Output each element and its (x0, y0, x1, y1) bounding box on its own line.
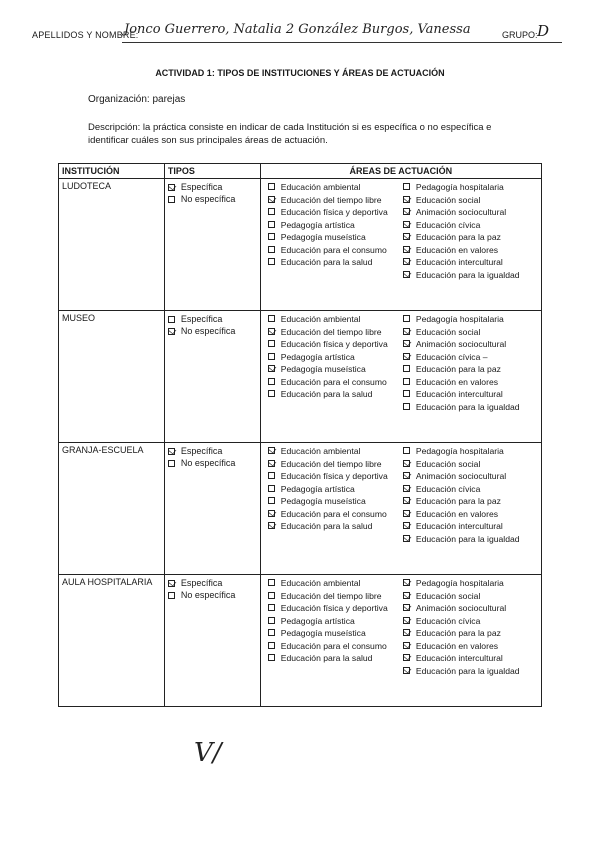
institution-name: MUSEO (62, 313, 96, 323)
table-row (59, 575, 542, 707)
area-label: Educación para el consumo (280, 640, 387, 651)
checked-checkbox-icon[interactable] (268, 365, 275, 372)
institutions-table (58, 163, 542, 707)
areas-cell (260, 179, 541, 311)
empty-checkbox-icon[interactable] (268, 221, 275, 228)
areas-column-left (264, 181, 403, 281)
area-option (268, 256, 403, 269)
area-label: Educación física y deportiva (280, 207, 388, 217)
empty-checkbox-icon[interactable] (403, 390, 410, 397)
area-option (268, 577, 403, 590)
area-option (403, 219, 538, 232)
table-row (59, 443, 542, 575)
area-option (268, 388, 403, 401)
areas-column-left (264, 445, 403, 545)
areas-grid (264, 181, 538, 281)
tipos-cell (164, 443, 260, 575)
empty-checkbox-icon[interactable] (168, 196, 175, 203)
area-option (268, 194, 403, 207)
area-label: Pedagogía hospitalaria (415, 314, 504, 324)
area-label: Educación cívica (415, 483, 481, 494)
empty-checkbox-icon[interactable] (268, 472, 275, 479)
area-label: Educación en valores (415, 640, 499, 651)
checked-checkbox-icon[interactable] (403, 579, 410, 586)
area-label: Educación intercultural (415, 389, 503, 399)
area-option (403, 363, 538, 376)
areas-column-right (403, 181, 538, 281)
area-option (268, 219, 403, 232)
area-label: Educación para la igualdad (415, 401, 520, 412)
area-option (268, 627, 403, 640)
checked-checkbox-icon[interactable] (268, 328, 275, 335)
area-label: Educación física y deportiva (280, 471, 388, 481)
name-underline (122, 42, 562, 43)
area-option (268, 590, 403, 603)
checked-checkbox-icon[interactable] (403, 233, 410, 240)
area-option (403, 458, 538, 471)
tipo-label: Específica (180, 314, 223, 324)
checked-checkbox-icon[interactable] (403, 353, 410, 360)
areas-column-right (403, 313, 538, 413)
empty-checkbox-icon[interactable] (268, 315, 275, 322)
checked-checkbox-icon[interactable] (403, 340, 410, 347)
area-option (403, 401, 538, 414)
tipo-label: No específica (180, 458, 236, 468)
area-option (403, 313, 538, 326)
area-option (403, 256, 538, 269)
tipo-option (168, 445, 257, 457)
area-option (268, 470, 403, 483)
checked-checkbox-icon[interactable] (168, 448, 175, 455)
tipo-label: No específica (180, 590, 236, 600)
empty-checkbox-icon[interactable] (268, 485, 275, 492)
area-label: Animación sociocultural (415, 471, 507, 481)
table-body (59, 179, 542, 707)
area-label: Animación sociocultural (415, 603, 507, 613)
grupo-value: D (537, 22, 550, 40)
grade-mark-handwritten: V/ (194, 738, 222, 768)
empty-checkbox-icon[interactable] (268, 617, 275, 624)
area-option (268, 602, 403, 615)
area-label: Educación en valores (415, 244, 499, 255)
tipo-option (168, 313, 257, 325)
empty-checkbox-icon[interactable] (403, 365, 410, 372)
checked-checkbox-icon[interactable] (403, 460, 410, 467)
area-label: Educación para la igualdad (415, 533, 520, 544)
checked-checkbox-icon[interactable] (268, 196, 275, 203)
empty-checkbox-icon[interactable] (268, 592, 275, 599)
area-label: Educación para el consumo (280, 508, 387, 519)
area-label: Educación del tiempo libre (280, 590, 382, 601)
area-label: Educación en valores (415, 508, 499, 519)
areas-column-right (403, 445, 538, 545)
tipo-option (168, 577, 257, 589)
area-option (268, 231, 403, 244)
area-option (268, 520, 403, 533)
tipo-option (168, 193, 257, 205)
empty-checkbox-icon[interactable] (268, 208, 275, 215)
checked-checkbox-icon[interactable] (403, 328, 410, 335)
area-option (403, 627, 538, 640)
area-option (268, 338, 403, 351)
tipo-label: No específica (180, 326, 236, 336)
area-option (403, 376, 538, 389)
area-option (403, 206, 538, 219)
area-option (403, 445, 538, 458)
area-option (403, 508, 538, 521)
empty-checkbox-icon[interactable] (268, 353, 275, 360)
area-option (268, 615, 403, 628)
checked-checkbox-icon[interactable] (403, 510, 410, 517)
area-option (403, 181, 538, 194)
descripcion-text: Descripción: la práctica consiste en indicar de cada Institución si es específica o no específica e identificar cuáles son sus principales áreas de actuación. (88, 122, 492, 146)
area-label: Educación intercultural (415, 257, 503, 267)
empty-checkbox-icon[interactable] (268, 629, 275, 636)
empty-checkbox-icon[interactable] (268, 378, 275, 385)
area-option (403, 520, 538, 533)
empty-checkbox-icon[interactable] (268, 183, 275, 190)
area-option (268, 483, 403, 496)
area-label: Educación en valores (415, 376, 499, 387)
areas-column-left (264, 313, 403, 413)
area-option (268, 351, 403, 364)
empty-checkbox-icon[interactable] (403, 447, 410, 454)
tipo-label: Específica (180, 578, 223, 588)
area-label: Educación del tiempo libre (280, 194, 382, 205)
institution-cell (59, 179, 165, 311)
area-label: Educación cívica (415, 615, 481, 626)
area-option (403, 665, 538, 678)
area-label: Educación física y deportiva (280, 603, 388, 613)
area-option (403, 577, 538, 590)
area-label: Educación del tiempo libre (280, 326, 382, 337)
area-option (403, 615, 538, 628)
empty-checkbox-icon[interactable] (268, 233, 275, 240)
institution-cell (59, 443, 165, 575)
organizacion-text: Organización: parejas (88, 94, 186, 105)
tipos-cell (164, 575, 260, 707)
area-label: Pedagogía museística (280, 628, 366, 638)
tipo-label: No específica (180, 194, 236, 204)
area-option (403, 244, 538, 257)
checked-checkbox-icon[interactable] (168, 328, 175, 335)
empty-checkbox-icon[interactable] (403, 315, 410, 322)
checked-checkbox-icon[interactable] (403, 522, 410, 529)
tipo-label: Específica (180, 446, 223, 456)
checked-checkbox-icon[interactable] (403, 196, 410, 203)
checked-checkbox-icon[interactable] (403, 258, 410, 265)
institution-cell (59, 575, 165, 707)
area-option (403, 590, 538, 603)
area-option (268, 458, 403, 471)
area-label: Educación del tiempo libre (280, 458, 382, 469)
empty-checkbox-icon[interactable] (403, 183, 410, 190)
area-option (403, 326, 538, 339)
area-option (403, 483, 538, 496)
empty-checkbox-icon[interactable] (268, 258, 275, 265)
area-option (268, 445, 403, 458)
area-label: Educación para la paz (415, 628, 501, 638)
area-option (268, 376, 403, 389)
area-option (403, 495, 538, 508)
area-label: Educación intercultural (415, 521, 503, 531)
area-option (403, 602, 538, 615)
area-label: Educación social (415, 590, 481, 601)
area-option (403, 351, 538, 364)
tipo-option (168, 181, 257, 193)
area-label: Pedagogía museística (280, 364, 366, 374)
checked-checkbox-icon[interactable] (403, 617, 410, 624)
empty-checkbox-icon[interactable] (268, 579, 275, 586)
header-institucion: INSTITUCIÓN (59, 164, 165, 179)
tipos-cell (164, 179, 260, 311)
area-option (403, 338, 538, 351)
area-label: Educación social (415, 458, 481, 469)
areas-column-left (264, 577, 403, 677)
area-option (268, 652, 403, 665)
tipo-label: Específica (180, 182, 223, 192)
area-label: Educación social (415, 326, 481, 337)
empty-checkbox-icon[interactable] (268, 654, 275, 661)
areas-grid (264, 445, 538, 545)
area-option (403, 470, 538, 483)
area-label: Educación intercultural (415, 653, 503, 663)
area-option (268, 495, 403, 508)
area-label: Educación para la salud (280, 389, 373, 399)
area-option (268, 181, 403, 194)
checked-checkbox-icon[interactable] (403, 604, 410, 611)
header-line (32, 22, 552, 50)
student-names-handwritten: Jonco Guerrero, Natalia 2 González Burgos, Vanessa (124, 22, 471, 37)
area-option (268, 363, 403, 376)
area-label: Pedagogía museística (280, 232, 366, 242)
area-label: Educación cívica – (415, 351, 488, 362)
area-option (268, 326, 403, 339)
checked-checkbox-icon[interactable] (268, 510, 275, 517)
institution-cell (59, 311, 165, 443)
area-label: Educación para la igualdad (415, 269, 520, 280)
empty-checkbox-icon[interactable] (268, 642, 275, 649)
area-label: Pedagogía hospitalaria (415, 578, 504, 588)
areas-cell (260, 575, 541, 707)
checked-checkbox-icon[interactable] (403, 485, 410, 492)
institution-name: AULA HOSPITALARIA (62, 577, 153, 587)
grupo-label: GRUPO: (502, 30, 538, 40)
empty-checkbox-icon[interactable] (403, 378, 410, 385)
area-label: Educación cívica (415, 219, 481, 230)
institution-name: LUDOTECA (62, 181, 112, 191)
checked-checkbox-icon[interactable] (403, 208, 410, 215)
area-label: Educación para la igualdad (415, 665, 520, 676)
empty-checkbox-icon[interactable] (268, 246, 275, 253)
area-option (268, 244, 403, 257)
area-option (403, 533, 538, 546)
area-label: Animación sociocultural (415, 207, 507, 217)
empty-checkbox-icon[interactable] (268, 497, 275, 504)
area-option (403, 194, 538, 207)
checked-checkbox-icon[interactable] (168, 580, 175, 587)
area-label: Educación para la salud (280, 257, 373, 267)
activity-title: ACTIVIDAD 1: TIPOS DE INSTITUCIONES Y ÁREAS DE ACTUACIÓN (155, 68, 445, 78)
area-label: Animación sociocultural (415, 339, 507, 349)
checked-checkbox-icon[interactable] (268, 460, 275, 467)
header-tipos: TIPOS (164, 164, 260, 179)
area-option (403, 640, 538, 653)
checked-checkbox-icon[interactable] (403, 642, 410, 649)
tipo-option (168, 325, 257, 337)
checked-checkbox-icon[interactable] (403, 592, 410, 599)
area-label: Educación física y deportiva (280, 339, 388, 349)
areas-cell (260, 311, 541, 443)
checked-checkbox-icon[interactable] (403, 221, 410, 228)
empty-checkbox-icon[interactable] (168, 592, 175, 599)
checked-checkbox-icon[interactable] (403, 629, 410, 636)
checked-checkbox-icon[interactable] (403, 667, 410, 674)
area-label: Pedagogía artística (280, 615, 355, 626)
area-label: Educación ambiental (280, 314, 361, 324)
apellidos-label: APELLIDOS Y NOMBRE: (32, 30, 139, 40)
checked-checkbox-icon[interactable] (268, 447, 275, 454)
empty-checkbox-icon[interactable] (168, 316, 175, 323)
checked-checkbox-icon[interactable] (403, 246, 410, 253)
areas-grid (264, 313, 538, 413)
checked-checkbox-icon[interactable] (403, 271, 410, 278)
institution-name: GRANJA-ESCUELA (62, 445, 144, 455)
area-option (403, 269, 538, 282)
empty-checkbox-icon[interactable] (168, 460, 175, 467)
area-label: Educación social (415, 194, 481, 205)
area-label: Educación para la paz (415, 496, 501, 506)
area-label: Educación ambiental (280, 446, 361, 456)
area-label: Educación ambiental (280, 578, 361, 588)
table-row (59, 179, 542, 311)
empty-checkbox-icon[interactable] (268, 604, 275, 611)
empty-checkbox-icon[interactable] (268, 390, 275, 397)
checked-checkbox-icon[interactable] (268, 522, 275, 529)
checked-checkbox-icon[interactable] (403, 497, 410, 504)
checked-checkbox-icon[interactable] (403, 654, 410, 661)
area-label: Educación para la salud (280, 653, 373, 663)
area-option (268, 313, 403, 326)
area-option (403, 231, 538, 244)
checked-checkbox-icon[interactable] (403, 472, 410, 479)
area-label: Educación ambiental (280, 182, 361, 192)
header-areas: ÁREAS DE ACTUACIÓN (260, 164, 541, 179)
area-label: Educación para el consumo (280, 244, 387, 255)
areas-cell (260, 443, 541, 575)
area-label: Pedagogía artística (280, 351, 355, 362)
area-label: Educación para el consumo (280, 376, 387, 387)
area-option (268, 206, 403, 219)
areas-grid (264, 577, 538, 677)
tipos-cell (164, 311, 260, 443)
area-label: Pedagogía artística (280, 219, 355, 230)
area-label: Pedagogía hospitalaria (415, 446, 504, 456)
checked-checkbox-icon[interactable] (403, 535, 410, 542)
area-label: Pedagogía artística (280, 483, 355, 494)
area-label: Educación para la paz (415, 232, 501, 242)
table-row (59, 311, 542, 443)
empty-checkbox-icon[interactable] (268, 340, 275, 347)
empty-checkbox-icon[interactable] (403, 403, 410, 410)
area-option (403, 388, 538, 401)
area-label: Pedagogía hospitalaria (415, 182, 504, 192)
area-option (268, 508, 403, 521)
areas-column-right (403, 577, 538, 677)
area-label: Educación para la salud (280, 521, 373, 531)
area-option (403, 652, 538, 665)
tipo-option (168, 457, 257, 469)
checked-checkbox-icon[interactable] (168, 184, 175, 191)
area-label: Educación para la paz (415, 364, 501, 374)
area-option (268, 640, 403, 653)
table-header-row (59, 164, 542, 179)
area-label: Pedagogía museística (280, 496, 366, 506)
tipo-option (168, 589, 257, 601)
